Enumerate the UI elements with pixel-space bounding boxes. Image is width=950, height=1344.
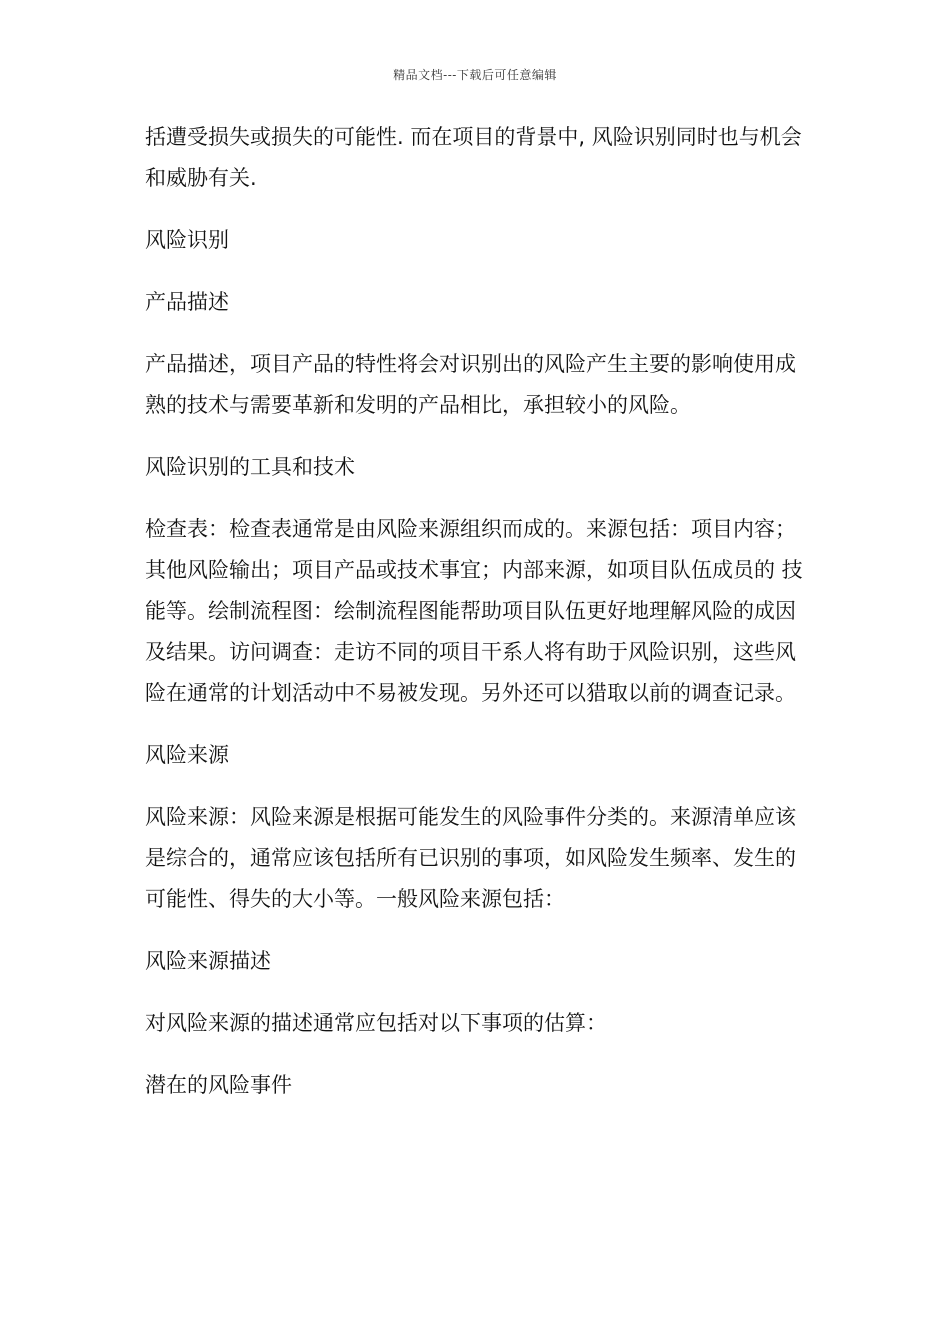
document-body [145, 117, 811, 1127]
heading-risk-sources: 风险来源 [145, 743, 229, 767]
paragraph-intro-continuation: 括遭受损失或损失的可能性. 而在项目的背景中, 风险识别同时也与机会和威胁有关. [145, 125, 802, 190]
paragraph-checklist: 检查表：检查表通常是由风险来源组织而成的。来源包括：项目内容；其他风险输出；项目产品或技术事宜；内部来源，如项目队伍成员的 技能等。绘制流程图：绘制流程图能帮助项目队伍更好地理解风险的成因及结果。访问调查：走访不同的项目干系人将有助于风险识别，这些风险在通常的计划活动中不易被发现。另外还可以猎取以前的调查记录。 [145, 517, 803, 705]
heading-risk-source-description: 风险来源描述 [145, 949, 271, 973]
heading-risk-identification: 风险识别 [145, 228, 229, 252]
heading-product-description: 产品描述 [145, 290, 229, 314]
paragraph-risk-sources: 风险来源：风险来源是根据可能发生的风险事件分类的。来源清单应该是综合的，通常应该包括所有已识别的事项，如风险发生频率、发生的可能性、得失的大小等。一般风险来源包括： [145, 805, 796, 911]
page-header: 精品文档---下载后可任意编辑 [393, 68, 557, 82]
heading-potential-risk-events: 潜在的风险事件 [145, 1073, 292, 1097]
heading-tools-and-techniques: 风险识别的工具和技术 [145, 455, 355, 479]
paragraph-product-description: 产品描述，项目产品的特性将会对识别出的风险产生主要的影响使用成熟的技术与需要革新和发明的产品相比，承担较小的风险。 [145, 352, 796, 417]
paragraph-risk-source-estimation: 对风险来源的描述通常应包括对以下事项的估算： [145, 1011, 607, 1035]
